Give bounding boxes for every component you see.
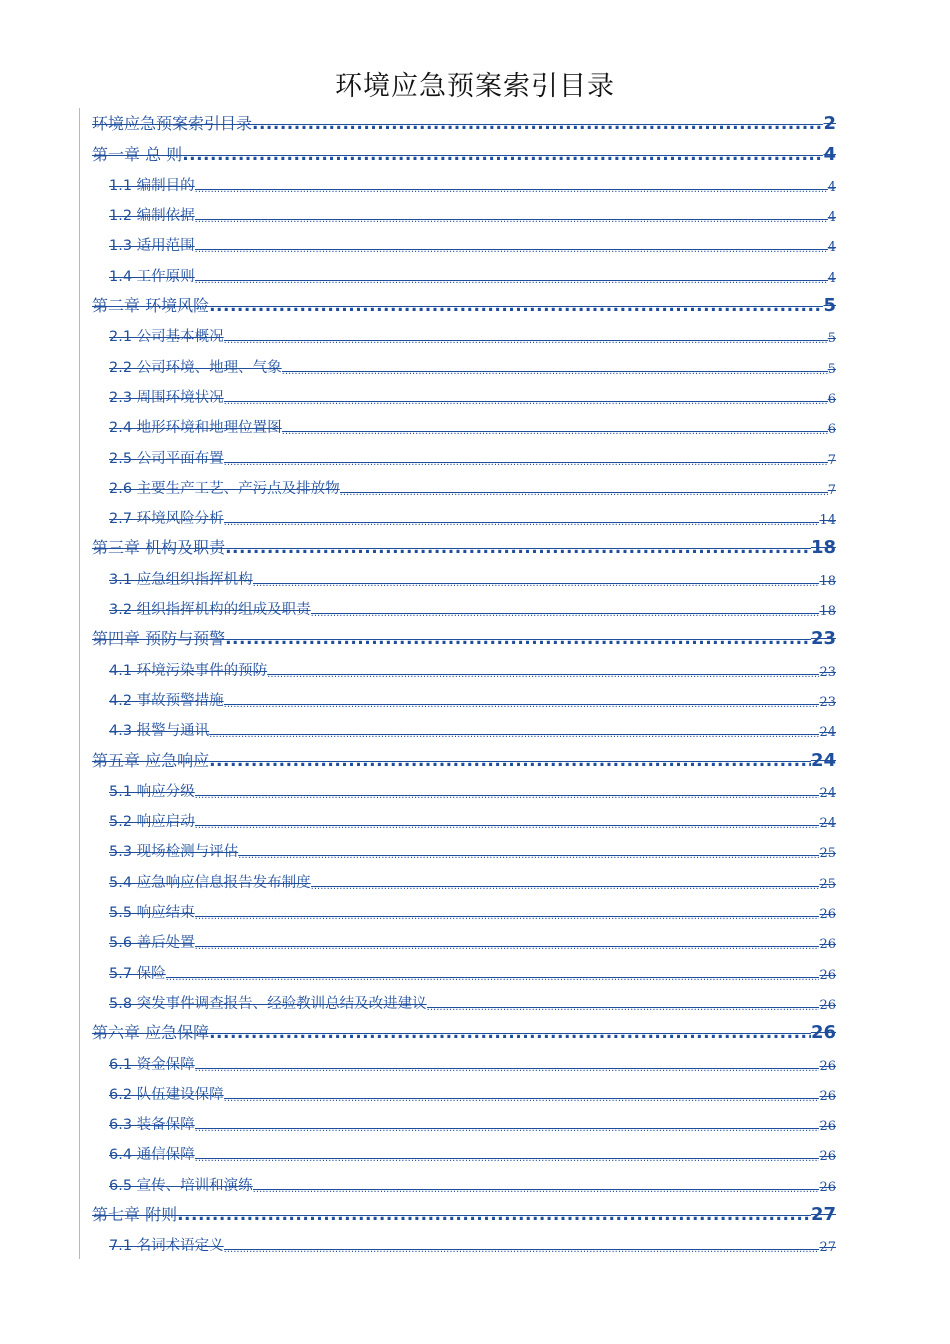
toc-entry-label: 2.7 环境风险分析 (109, 511, 224, 528)
toc-entry-label: 6.5 宣传、培训和演练 (109, 1177, 253, 1194)
toc-entry-label: 2.5 公司平面布置 (109, 450, 224, 467)
toc-chapter-link[interactable] (79, 1017, 836, 1047)
toc-page-number: 18 (810, 537, 836, 559)
toc-section-link[interactable] (79, 775, 836, 805)
toc-section-link[interactable] (79, 502, 836, 532)
toc-page-number: 7 (827, 452, 836, 468)
toc-page-number: 27 (810, 1203, 836, 1225)
toc-page-number: 5 (827, 361, 836, 377)
toc-page-number: 23 (810, 628, 836, 650)
dot-leader (311, 881, 820, 896)
toc-entry-label: 5.8 突发事件调查报告、经验教训总结及改进建议 (109, 995, 427, 1012)
toc-page-number: 24 (819, 785, 836, 801)
dot-leader (195, 244, 828, 259)
toc-chapter-link[interactable] (79, 290, 836, 320)
toc-entry-label: 5.2 响应启动 (109, 814, 195, 831)
dot-leader (195, 1063, 820, 1078)
dot-leader (224, 457, 828, 472)
dot-leader (182, 145, 823, 169)
toc-entry-label: 1.4 工作原则 (109, 268, 195, 285)
dot-leader (253, 578, 820, 593)
toc-entry-label: 3.2 组织指挥机构的组成及职责 (109, 602, 311, 619)
toc-page-number: 25 (819, 876, 836, 892)
toc-page-number: 6 (827, 422, 836, 438)
toc-page-number: 14 (819, 513, 836, 529)
toc-entry-label: 7.1 名词术语定义 (109, 1238, 224, 1255)
toc-entry-label: 2.1 公司基本概况 (109, 329, 224, 346)
table-of-contents (79, 108, 836, 1259)
toc-section-link[interactable] (79, 320, 836, 350)
toc-section-link[interactable] (79, 229, 836, 259)
dot-leader (195, 820, 820, 835)
toc-entry-label: 5.7 保险 (109, 965, 166, 982)
toc-section-link[interactable] (79, 1108, 836, 1138)
dot-leader (209, 751, 811, 775)
toc-section-link[interactable] (79, 956, 836, 986)
dot-leader (195, 1123, 820, 1138)
toc-page-number: 4 (823, 143, 836, 165)
toc-page-number: 24 (810, 749, 836, 771)
toc-page-number: 26 (819, 997, 836, 1013)
dot-leader (225, 629, 811, 653)
toc-chapter-link[interactable] (79, 532, 836, 562)
toc-section-link[interactable] (79, 441, 836, 471)
toc-entry-label: 5.6 善后处置 (109, 935, 195, 952)
toc-section-link[interactable] (79, 1229, 836, 1259)
dot-leader (224, 517, 820, 532)
toc-section-link[interactable] (79, 926, 836, 956)
toc-entry-label: 5.4 应急响应信息报告发布制度 (109, 874, 311, 891)
dot-leader (177, 1205, 811, 1229)
toc-section-link[interactable] (79, 169, 836, 199)
toc-page-number: 26 (819, 1149, 836, 1165)
toc-entry-label: 2.2 公司环境、地理、气象 (109, 359, 282, 376)
toc-entry-label: 2.4 地形环境和地理位置图 (109, 420, 282, 437)
dot-leader (224, 1093, 820, 1108)
dot-leader (195, 275, 828, 290)
toc-page-number: 5 (823, 295, 836, 317)
toc-page-number: 4 (827, 240, 836, 256)
dot-leader (195, 941, 820, 956)
dot-leader (267, 669, 819, 684)
dot-leader (224, 396, 828, 411)
toc-entry-label: 第一章 总 则 (92, 144, 183, 164)
toc-section-link[interactable] (79, 472, 836, 502)
toc-section-link[interactable] (79, 805, 836, 835)
dot-leader (195, 184, 828, 199)
dot-leader (195, 1153, 820, 1168)
toc-entry-label: 5.5 响应结束 (109, 905, 195, 922)
toc-entry-label: 第四章 预防与预警 (92, 629, 226, 649)
dot-leader (209, 1023, 811, 1047)
toc-page-number: 4 (827, 210, 836, 226)
toc-section-link[interactable] (79, 714, 836, 744)
dot-leader (209, 296, 823, 320)
toc-page-number: 26 (810, 1022, 836, 1044)
toc-entry-label: 第二章 环境风险 (92, 296, 210, 316)
toc-chapter-link[interactable] (79, 744, 836, 774)
toc-chapter-link[interactable] (79, 138, 836, 168)
dot-leader (282, 426, 828, 441)
toc-section-link[interactable] (79, 1168, 836, 1198)
toc-page-number: 5 (827, 331, 836, 347)
toc-entry-label: 1.2 编制依据 (109, 208, 195, 225)
toc-chapter-link[interactable] (79, 108, 836, 138)
toc-section-link[interactable] (79, 865, 836, 895)
dot-leader (166, 972, 820, 987)
toc-entry-label: 4.1 环境污染事件的预防 (109, 662, 268, 679)
toc-entry-label: 第六章 应急保障 (92, 1023, 210, 1043)
toc-entry-label: 6.1 资金保障 (109, 1056, 195, 1073)
dot-leader (311, 608, 820, 623)
toc-section-link[interactable] (79, 1138, 836, 1168)
toc-entry-label: 5.3 现场检测与评估 (109, 844, 239, 861)
toc-page-number: 26 (819, 967, 836, 983)
toc-section-link[interactable] (79, 381, 836, 411)
toc-entry-label: 6.4 通信保障 (109, 1147, 195, 1164)
toc-section-link[interactable] (79, 835, 836, 865)
toc-section-link[interactable] (79, 199, 836, 229)
toc-entry-label: 6.2 队伍建设保障 (109, 1086, 224, 1103)
toc-page-number: 27 (819, 1240, 836, 1256)
toc-entry-label: 2.3 周围环境状况 (109, 389, 224, 406)
dot-leader (195, 911, 820, 926)
toc-entry-label: 1.1 编制目的 (109, 177, 195, 194)
toc-section-link[interactable] (79, 653, 836, 683)
dot-leader (224, 335, 828, 350)
page-title: 环境应急预案索引目录 (335, 71, 615, 102)
toc-section-link[interactable] (79, 411, 836, 441)
dot-leader (252, 114, 823, 138)
toc-page-number: 26 (819, 937, 836, 953)
toc-entry-label: 第三章 机构及职责 (92, 538, 226, 558)
dot-leader (340, 487, 828, 502)
dot-leader (253, 1184, 820, 1199)
dot-leader (209, 729, 819, 744)
dot-leader (282, 366, 828, 381)
toc-page-number: 26 (819, 1119, 836, 1135)
toc-page-number: 18 (819, 573, 836, 589)
toc-page-number: 2 (823, 113, 836, 135)
toc-page-number: 4 (827, 270, 836, 286)
toc-chapter-link[interactable] (79, 1199, 836, 1229)
toc-page-number: 26 (819, 1088, 836, 1104)
dot-leader (224, 699, 820, 714)
toc-page-number: 26 (819, 907, 836, 923)
toc-entry-label: 第五章 应急响应 (92, 750, 210, 770)
toc-section-link[interactable] (79, 896, 836, 926)
toc-page-number: 26 (819, 1179, 836, 1195)
toc-section-link[interactable] (79, 593, 836, 623)
toc-entry-label: 第七章 附则 (92, 1204, 178, 1224)
toc-page-number: 26 (819, 1058, 836, 1074)
toc-section-link[interactable] (79, 562, 836, 592)
dot-leader (427, 1002, 820, 1017)
toc-page-number: 23 (819, 694, 836, 710)
toc-section-link[interactable] (79, 350, 836, 380)
dot-leader (195, 790, 820, 805)
toc-page-number: 18 (819, 604, 836, 620)
toc-entry-label: 4.2 事故预警措施 (109, 692, 224, 709)
toc-page-number: 25 (819, 846, 836, 862)
toc-page-number: 24 (819, 725, 836, 741)
toc-entry-label: 5.1 响应分级 (109, 783, 195, 800)
dot-leader (225, 538, 811, 562)
toc-section-link[interactable] (79, 987, 836, 1017)
toc-page-number: 4 (827, 179, 836, 195)
toc-entry-label: 6.3 装备保障 (109, 1117, 195, 1134)
toc-page-number: 6 (827, 391, 836, 407)
dot-leader (195, 214, 828, 229)
toc-entry-label: 环境应急预案索引目录 (92, 114, 253, 134)
toc-chapter-link[interactable] (79, 623, 836, 653)
toc-entry-label: 3.1 应急组织指挥机构 (109, 571, 253, 588)
toc-section-link[interactable] (79, 684, 836, 714)
toc-section-link[interactable] (79, 1078, 836, 1108)
toc-entry-label: 2.6 主要生产工艺、产污点及排放物 (109, 480, 340, 497)
dot-leader (238, 850, 819, 865)
dot-leader (224, 1244, 820, 1259)
toc-section-link[interactable] (79, 259, 836, 289)
toc-section-link[interactable] (79, 1047, 836, 1077)
toc-page-number: 23 (819, 664, 836, 680)
toc-page-number: 7 (827, 482, 836, 498)
toc-entry-label: 1.3 适用范围 (109, 238, 195, 255)
toc-page-number: 24 (819, 816, 836, 832)
toc-entry-label: 4.3 报警与通讯 (109, 723, 210, 740)
